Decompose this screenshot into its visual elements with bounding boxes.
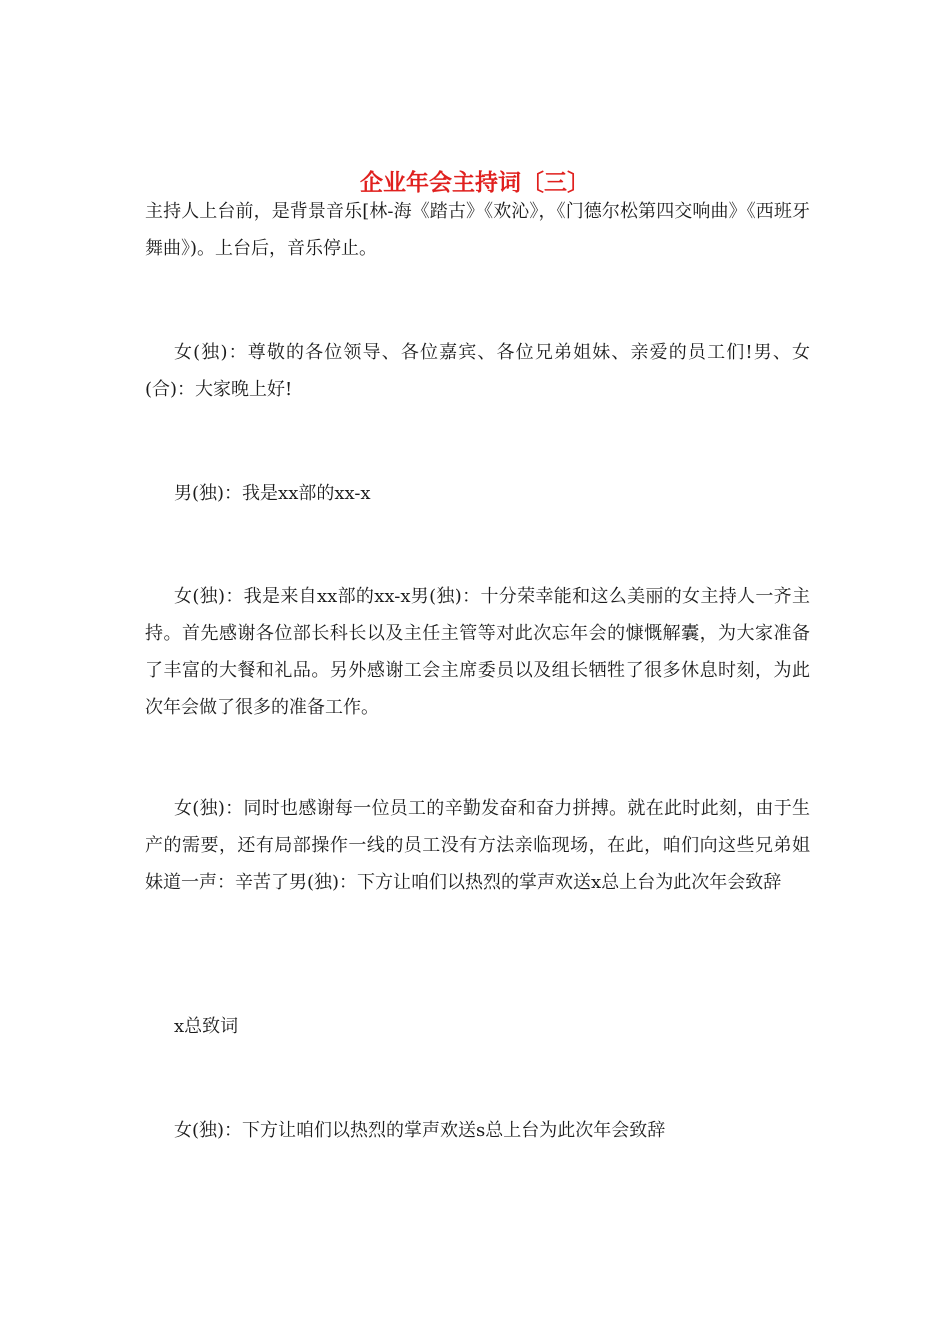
document-title: 企业年会主持词〔三〕 xyxy=(360,169,590,197)
paragraph-welcome: 女(独)：下方让咱们以热烈的掌声欢送s总上台为此次年会致辞 xyxy=(174,1120,666,1141)
paragraph-intro: 主持人上台前，是背景音乐[林-海《踏古》《欢沁》，《门德尔松第四交响曲》《西班牙舞曲》)。上台后，音乐停止。 xyxy=(145,201,810,259)
paragraph-thanks: 女(独)：我是来自xx部的xx-x男(独)：十分荣幸能和这么美丽的女主持人一齐主持。首先感谢各位部长科长以及主任主管等对此次忘年会的慷慨解囊，为大家准备了丰富的大餐和礼品。另外感谢工会主席委员以及组长牺牲了很多休息时刻，为此次年会做了很多的准备工作。 xyxy=(145,586,810,718)
paragraph-speech: x总致词 xyxy=(174,1016,239,1037)
paragraph-staff-thanks: 女(独)：同时也感谢每一位员工的辛勤发奋和奋力拼搏。就在此时此刻，由于生产的需要，还有局部操作一线的员工没有方法亲临现场，在此，咱们向这些兄弟姐妹道一声：辛苦了男(独)：下方让咱们以热烈的掌声欢送x总上台为此次年会致辞 xyxy=(145,798,810,893)
paragraph-greeting: 女(独)：尊敬的各位领导、各位嘉宾、各位兄弟姐妹、亲爱的员工们!男、女(合)：大家晚上好! xyxy=(145,342,810,400)
paragraph-male-intro: 男(独)：我是xx部的xx-x xyxy=(174,483,371,504)
